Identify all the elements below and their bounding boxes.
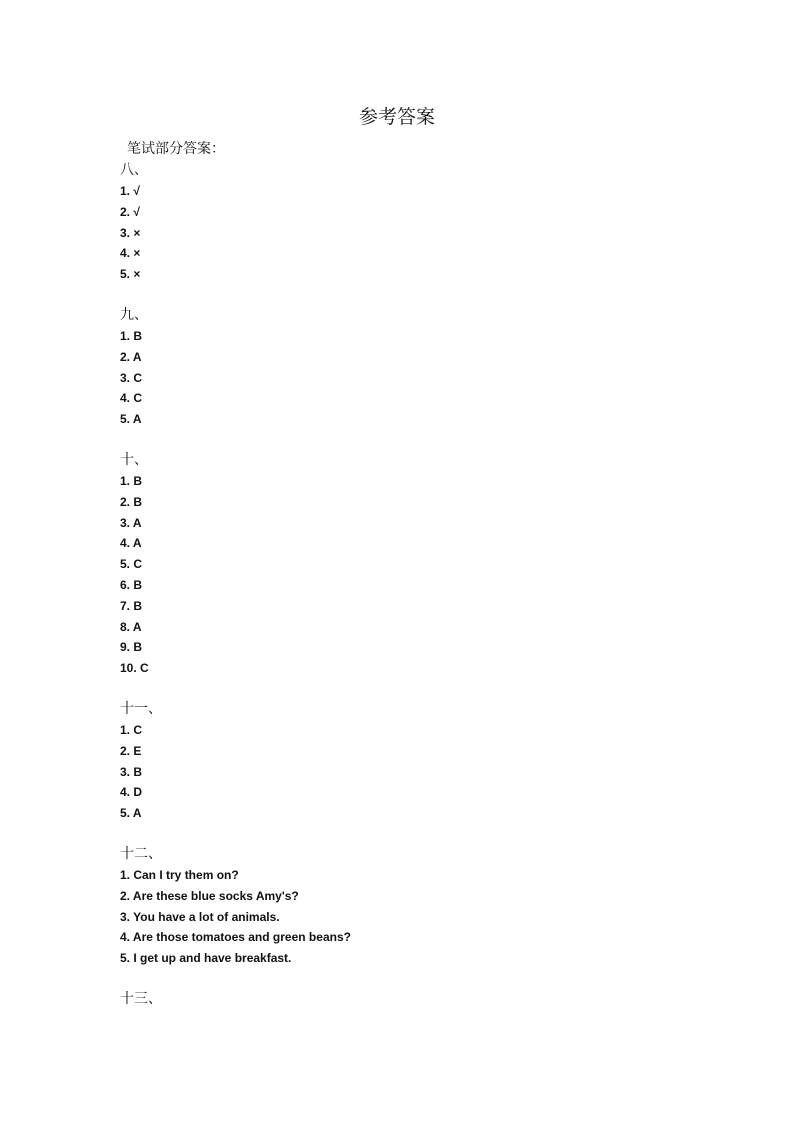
answer-item: 3. B — [120, 764, 143, 779]
answer-item: 4. × — [120, 246, 141, 261]
answer-list — [120, 720, 720, 824]
answer-item: 5. × — [120, 267, 141, 282]
answer-item: 3. A — [120, 515, 142, 530]
answer-item: 10. C — [120, 661, 149, 676]
section-11 — [120, 699, 720, 824]
section-heading: 八、 — [120, 162, 148, 178]
answer-item: 5. C — [120, 557, 143, 572]
answer-list — [120, 865, 720, 969]
section-heading: 九、 — [120, 306, 148, 323]
page-title: 参考答案 — [358, 106, 435, 128]
answer-item: 3. You have a lot of animals. — [120, 909, 280, 924]
answer-item: 6. B — [120, 577, 143, 592]
answer-list — [120, 326, 720, 430]
answer-item: 9. B — [120, 640, 143, 655]
section-13 — [120, 989, 720, 1010]
section-heading: 十二、 — [120, 845, 162, 862]
answer-item: 1. B — [120, 473, 143, 488]
answer-list — [120, 181, 720, 285]
answer-item: 4. Are those tomatoes and green beans? — [120, 930, 351, 945]
answer-item: 4. D — [120, 785, 143, 800]
answer-list — [120, 471, 720, 679]
answer-item: 2. Are these blue socks Amy's? — [120, 888, 299, 903]
answer-item: 7. B — [120, 598, 143, 613]
section-heading: 十三、 — [120, 990, 162, 1007]
answer-item: 4. C — [120, 391, 143, 406]
answer-item: 5. A — [120, 412, 142, 427]
answer-sections — [120, 160, 720, 1030]
answer-item: 8. A — [120, 619, 142, 634]
answer-item: 1. Can I try them on? — [120, 867, 239, 882]
answer-item: 4. A — [120, 536, 142, 551]
answer-item: 2. B — [120, 494, 143, 509]
answer-item: 3. × — [120, 225, 141, 240]
section-8 — [120, 160, 720, 285]
answers-subtitle: 笔试部分答案： — [127, 141, 225, 157]
answer-item: 1. √ — [120, 184, 140, 198]
section-heading: 十、 — [120, 451, 148, 468]
section-10 — [120, 450, 720, 679]
answer-item: 5. I get up and have breakfast. — [120, 951, 292, 966]
section-12 — [120, 844, 720, 969]
answer-item: 1. C — [120, 722, 143, 737]
answer-item: 2. E — [120, 743, 142, 758]
section-9 — [120, 305, 720, 430]
answer-item: 2. A — [120, 349, 142, 364]
answer-item: 2. √ — [120, 204, 140, 219]
answer-item: 5. A — [120, 806, 142, 821]
answer-item: 3. C — [120, 370, 143, 385]
section-heading: 十一、 — [120, 700, 162, 717]
answer-item: 1. B — [120, 328, 143, 343]
